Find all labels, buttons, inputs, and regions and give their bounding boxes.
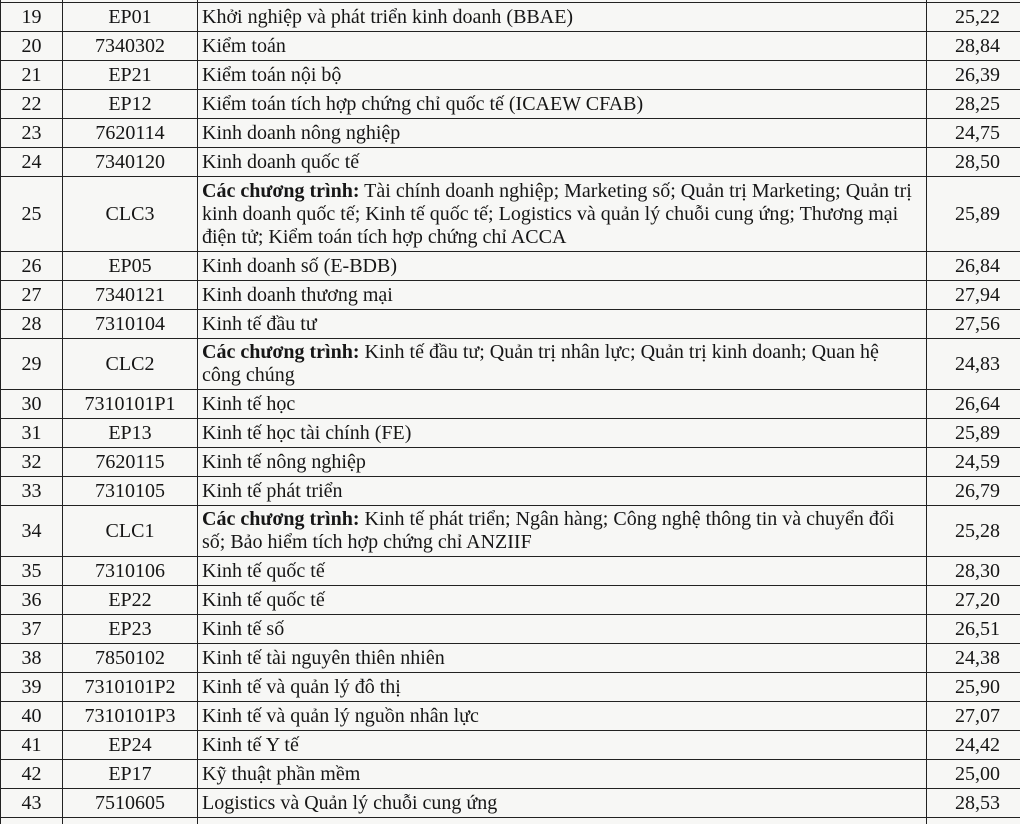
cell-major-name [198,148,927,177]
cell-stt: 34 [1,506,63,557]
cell-score: 24,59 [927,448,1020,477]
table-row-partial-footer [1,818,1020,824]
table-row [1,339,1020,390]
cell-stt: 40 [1,702,63,731]
major-name-text: Kinh tế quốc tế [202,588,325,611]
cell-score: 26,64 [927,390,1020,419]
cell-empty [1,818,63,824]
major-name-text: Kinh tế quốc tế [202,559,325,582]
major-name-text: Kinh doanh số (E-BDB) [202,254,397,277]
cell-score: 24,38 [927,644,1020,673]
cell-score: 27,94 [927,281,1020,310]
table-row [1,586,1020,615]
cell-major-name [198,90,927,119]
cell-major-name [198,477,927,506]
cell-score: 25,22 [927,3,1020,32]
cell-score: 28,53 [927,789,1020,818]
cell-major-code: 7310101P3 [63,702,198,731]
table-row [1,32,1020,61]
cell-score: 26,79 [927,477,1020,506]
major-name-text: Kiểm toán nội bộ [202,63,342,86]
cell-major-name [198,557,927,586]
cell-stt: 29 [1,339,63,390]
cell-major-name [198,448,927,477]
cell-major-code: 7310101P1 [63,390,198,419]
cell-major-name [198,673,927,702]
cell-stt: 27 [1,281,63,310]
cell-score: 25,90 [927,673,1020,702]
major-name-text: Khởi nghiệp và phát triển kinh doanh (BBAE) [202,5,574,28]
cell-stt: 31 [1,419,63,448]
table-row [1,557,1020,586]
cell-major-code: 7620115 [63,448,198,477]
cell-stt: 39 [1,673,63,702]
major-name-text: Kinh tế nông nghiệp [202,450,366,473]
cell-major-code: 7340120 [63,148,198,177]
cell-major-code: 7340121 [63,281,198,310]
cell-major-code: 7340302 [63,32,198,61]
table-row [1,252,1020,281]
cell-score: 25,00 [927,760,1020,789]
cell-stt: 37 [1,615,63,644]
cell-major-name [198,281,927,310]
cell-stt: 19 [1,3,63,32]
cell-major-code: 7620114 [63,119,198,148]
cell-major-code: EP05 [63,252,198,281]
cell-score: 28,30 [927,557,1020,586]
major-name-text: Kinh tế Y tế [202,733,299,756]
cell-score: 25,89 [927,419,1020,448]
major-name-text: Kinh tế học tài chính (FE) [202,421,412,444]
cell-major-name [198,32,927,61]
cell-score: 24,83 [927,339,1020,390]
cell-major-name [198,702,927,731]
cell-major-code: 7310101P2 [63,673,198,702]
table-row [1,310,1020,339]
cell-major-code: CLC3 [63,177,198,252]
major-name-text: Kinh doanh nông nghiệp [202,121,401,144]
major-name-text: Kinh doanh quốc tế [202,150,360,173]
cell-major-code: EP23 [63,615,198,644]
cell-stt: 20 [1,32,63,61]
cell-major-name [198,615,927,644]
cell-stt: 26 [1,252,63,281]
cell-stt: 30 [1,390,63,419]
cell-major-code: EP17 [63,760,198,789]
cell-score: 28,50 [927,148,1020,177]
cell-stt: 32 [1,448,63,477]
cell-major-code: EP21 [63,61,198,90]
cell-major-name [198,760,927,789]
table-row [1,61,1020,90]
cell-score: 28,25 [927,90,1020,119]
cell-major-code: 7310104 [63,310,198,339]
cell-major-name [198,119,927,148]
table-row [1,477,1020,506]
cell-stt: 22 [1,90,63,119]
cell-major-code: EP22 [63,586,198,615]
major-name-text: Kinh tế số [202,617,285,640]
cell-major-code: CLC2 [63,339,198,390]
table-row [1,281,1020,310]
cell-major-name [198,789,927,818]
cell-major-name [198,644,927,673]
major-name-text: Kinh tế và quản lý đô thị [202,675,401,698]
cell-major-name [198,3,927,32]
cell-score: 25,89 [927,177,1020,252]
table-row [1,390,1020,419]
table-row [1,119,1020,148]
table-row [1,731,1020,760]
cell-empty [198,818,927,824]
table-row [1,615,1020,644]
table-row [1,789,1020,818]
table-row [1,90,1020,119]
table-body [1,0,1020,824]
cell-score: 26,51 [927,615,1020,644]
major-name-text: Kinh tế đầu tư [202,312,317,335]
table-row [1,148,1020,177]
table-row [1,673,1020,702]
program-prefix: Các chương trình: [202,508,360,530]
cell-major-code: 7850102 [63,644,198,673]
cell-stt: 28 [1,310,63,339]
cell-stt: 25 [1,177,63,252]
cell-major-name [198,252,927,281]
cell-stt: 21 [1,61,63,90]
cell-stt: 38 [1,644,63,673]
major-name-text: Tài chính doanh nghiệp; Marketing số; Quản trị Marketing; Quản trị kinh doanh quốc tế; Kinh tế quốc tế; Logistics và quản lý chuỗi cung ứng; Thương mại điện tử; Kiểm toán tích hợp chứng chỉ ACCA [202,179,912,248]
major-name-text: Kinh tế phát triển; Ngân hàng; Công nghệ thông tin và chuyển đổi số; Bảo hiểm tích hợp chứng chỉ ANZIIF [202,508,895,553]
table-row [1,702,1020,731]
cell-stt: 41 [1,731,63,760]
table-row [1,448,1020,477]
cell-stt: 35 [1,557,63,586]
cell-stt: 33 [1,477,63,506]
cell-major-name [198,339,927,390]
cell-score: 27,56 [927,310,1020,339]
cell-stt: 24 [1,148,63,177]
cell-major-code: EP24 [63,731,198,760]
major-name-text: Kiểm toán [202,34,286,57]
major-name-text: Kinh tế và quản lý nguồn nhân lực [202,704,479,727]
cell-major-code: 7510605 [63,789,198,818]
cell-major-name [198,310,927,339]
table-row [1,3,1020,32]
program-prefix: Các chương trình: [202,341,360,363]
major-name-text: Kinh doanh thương mại [202,283,393,306]
major-name-text: Kinh tế tài nguyên thiên nhiên [202,646,445,669]
cell-score: 27,20 [927,586,1020,615]
cell-stt: 43 [1,789,63,818]
major-name-text: Kinh tế phát triển [202,479,343,502]
cell-major-code: EP13 [63,419,198,448]
cell-score: 26,84 [927,252,1020,281]
cell-empty [63,818,198,824]
cell-major-code: 7310106 [63,557,198,586]
table-row [1,506,1020,557]
table-row [1,760,1020,789]
cell-score: 28,84 [927,32,1020,61]
cell-major-name [198,731,927,760]
cell-major-code: EP01 [63,3,198,32]
cell-score: 27,07 [927,702,1020,731]
major-name-text: Logistics và Quản lý chuỗi cung ứng [202,791,498,814]
cell-major-name [198,419,927,448]
cell-stt: 23 [1,119,63,148]
cell-score: 24,42 [927,731,1020,760]
table-row [1,177,1020,252]
table-row [1,419,1020,448]
cell-score: 25,28 [927,506,1020,557]
cell-score: 24,75 [927,119,1020,148]
cell-major-code: EP12 [63,90,198,119]
cell-stt: 36 [1,586,63,615]
cell-major-name [198,390,927,419]
cell-major-name [198,586,927,615]
cell-empty [927,818,1020,824]
cell-score: 26,39 [927,61,1020,90]
cell-major-code: 7310105 [63,477,198,506]
program-prefix: Các chương trình: [202,179,360,202]
table-row [1,644,1020,673]
cell-major-name [198,177,927,252]
cell-stt: 42 [1,760,63,789]
cell-major-name [198,61,927,90]
major-name-text: Kiểm toán tích hợp chứng chỉ quốc tế (ICAEW CFAB) [202,92,644,115]
major-name-text: Kinh tế học [202,392,296,415]
major-name-text: Kỹ thuật phần mềm [202,762,361,785]
cell-major-name [198,506,927,557]
major-name-text: Kinh tế đầu tư; Quản trị nhân lực; Quản trị kinh doanh; Quan hệ công chúng [202,341,879,386]
cell-major-code: CLC1 [63,506,198,557]
